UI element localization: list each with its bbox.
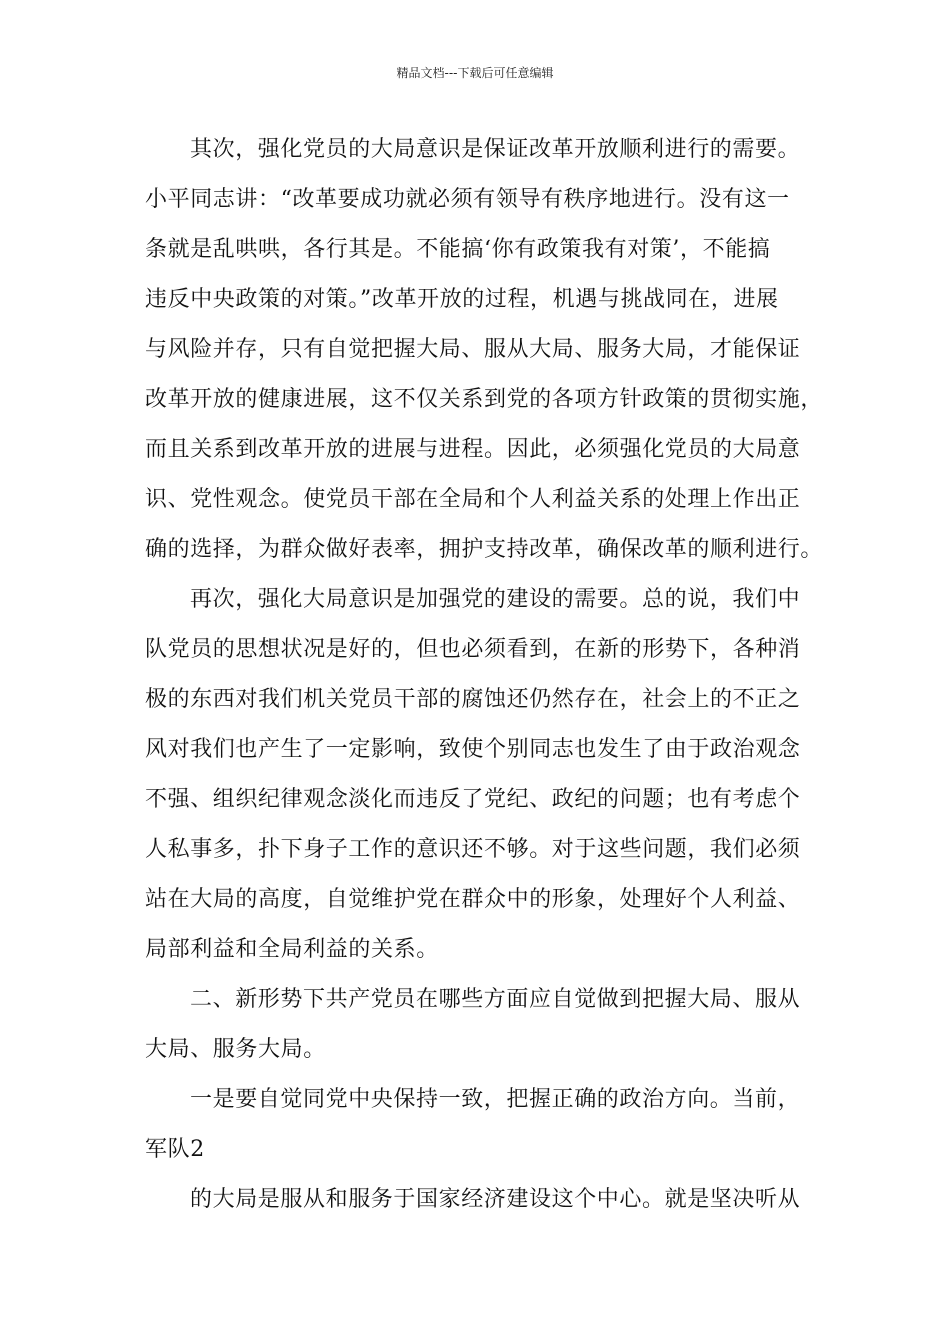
- page-header: 精品文档---下载后可任意编辑: [396, 66, 554, 80]
- text-line: 站在大局的高度，自觉维护党在群众中的形象，处理好个人利益、: [145, 887, 801, 912]
- text-line: 其次，强化党员的大局意识是保证改革开放顺利进行的需要。: [190, 137, 801, 162]
- text-line: 二、新形势下共产党员在哪些方面应自觉做到把握大局、服从: [190, 987, 801, 1012]
- text-line: 人私事多，扑下身子工作的意识还不够。对于这些问题，我们必须: [145, 837, 801, 862]
- text-line: 识、党性观念。使党员干部在全局和个人利益关系的处理上作出正: [145, 487, 801, 512]
- text-line: 大局、服务大局。: [145, 1037, 326, 1062]
- text-line: 极的东西对我们机关党员干部的腐蚀还仍然存在，社会上的不正之: [145, 687, 801, 712]
- text-line: 再次，强化大局意识是加强党的建设的需要。总的说，我们中: [190, 587, 801, 612]
- text-line: 条就是乱哄哄，各行其是。不能搞‘你有政策我有对策’，不能搞: [145, 237, 771, 262]
- text-line: 确的选择，为群众做好表率，拥护支持改革，确保改革的顺利进行。: [145, 537, 824, 562]
- text-line: 一是要自觉同党中央保持一致，把握正确的政治方向。当前，: [190, 1087, 801, 1112]
- text-line: 风对我们也产生了一定影响，致使个别同志也发生了由于政治观念: [145, 737, 801, 762]
- text-line: 违反中央政策的对策。”改革开放的过程，机遇与挑战同在，进展: [145, 287, 779, 312]
- text-line: 队党员的思想状况是好的，但也必须看到，在新的形势下，各种消: [145, 637, 801, 662]
- text-line: 小平同志讲：“改革要成功就必须有领导有秩序地进行。没有这一: [145, 187, 790, 212]
- text-line: 而且关系到改革开放的进展与进程。因此，必须强化党员的大局意: [145, 437, 801, 462]
- text-line: 与风险并存，只有自觉把握大局、服从大局、服务大局，才能保证: [145, 337, 801, 362]
- text-line: 的大局是服从和服务于国家经济建设这个中心。就是坚决听从: [190, 1187, 801, 1212]
- text-line: 局部利益和全局利益的关系。: [145, 937, 439, 962]
- text-line: 军队2: [145, 1137, 205, 1162]
- text-line: 不强、组织纪律观念淡化而违反了党纪、政纪的问题；也有考虑个: [145, 787, 801, 812]
- text-line: 改革开放的健康进展，这不仅关系到党的各项方针政策的贯彻实施，: [145, 387, 824, 412]
